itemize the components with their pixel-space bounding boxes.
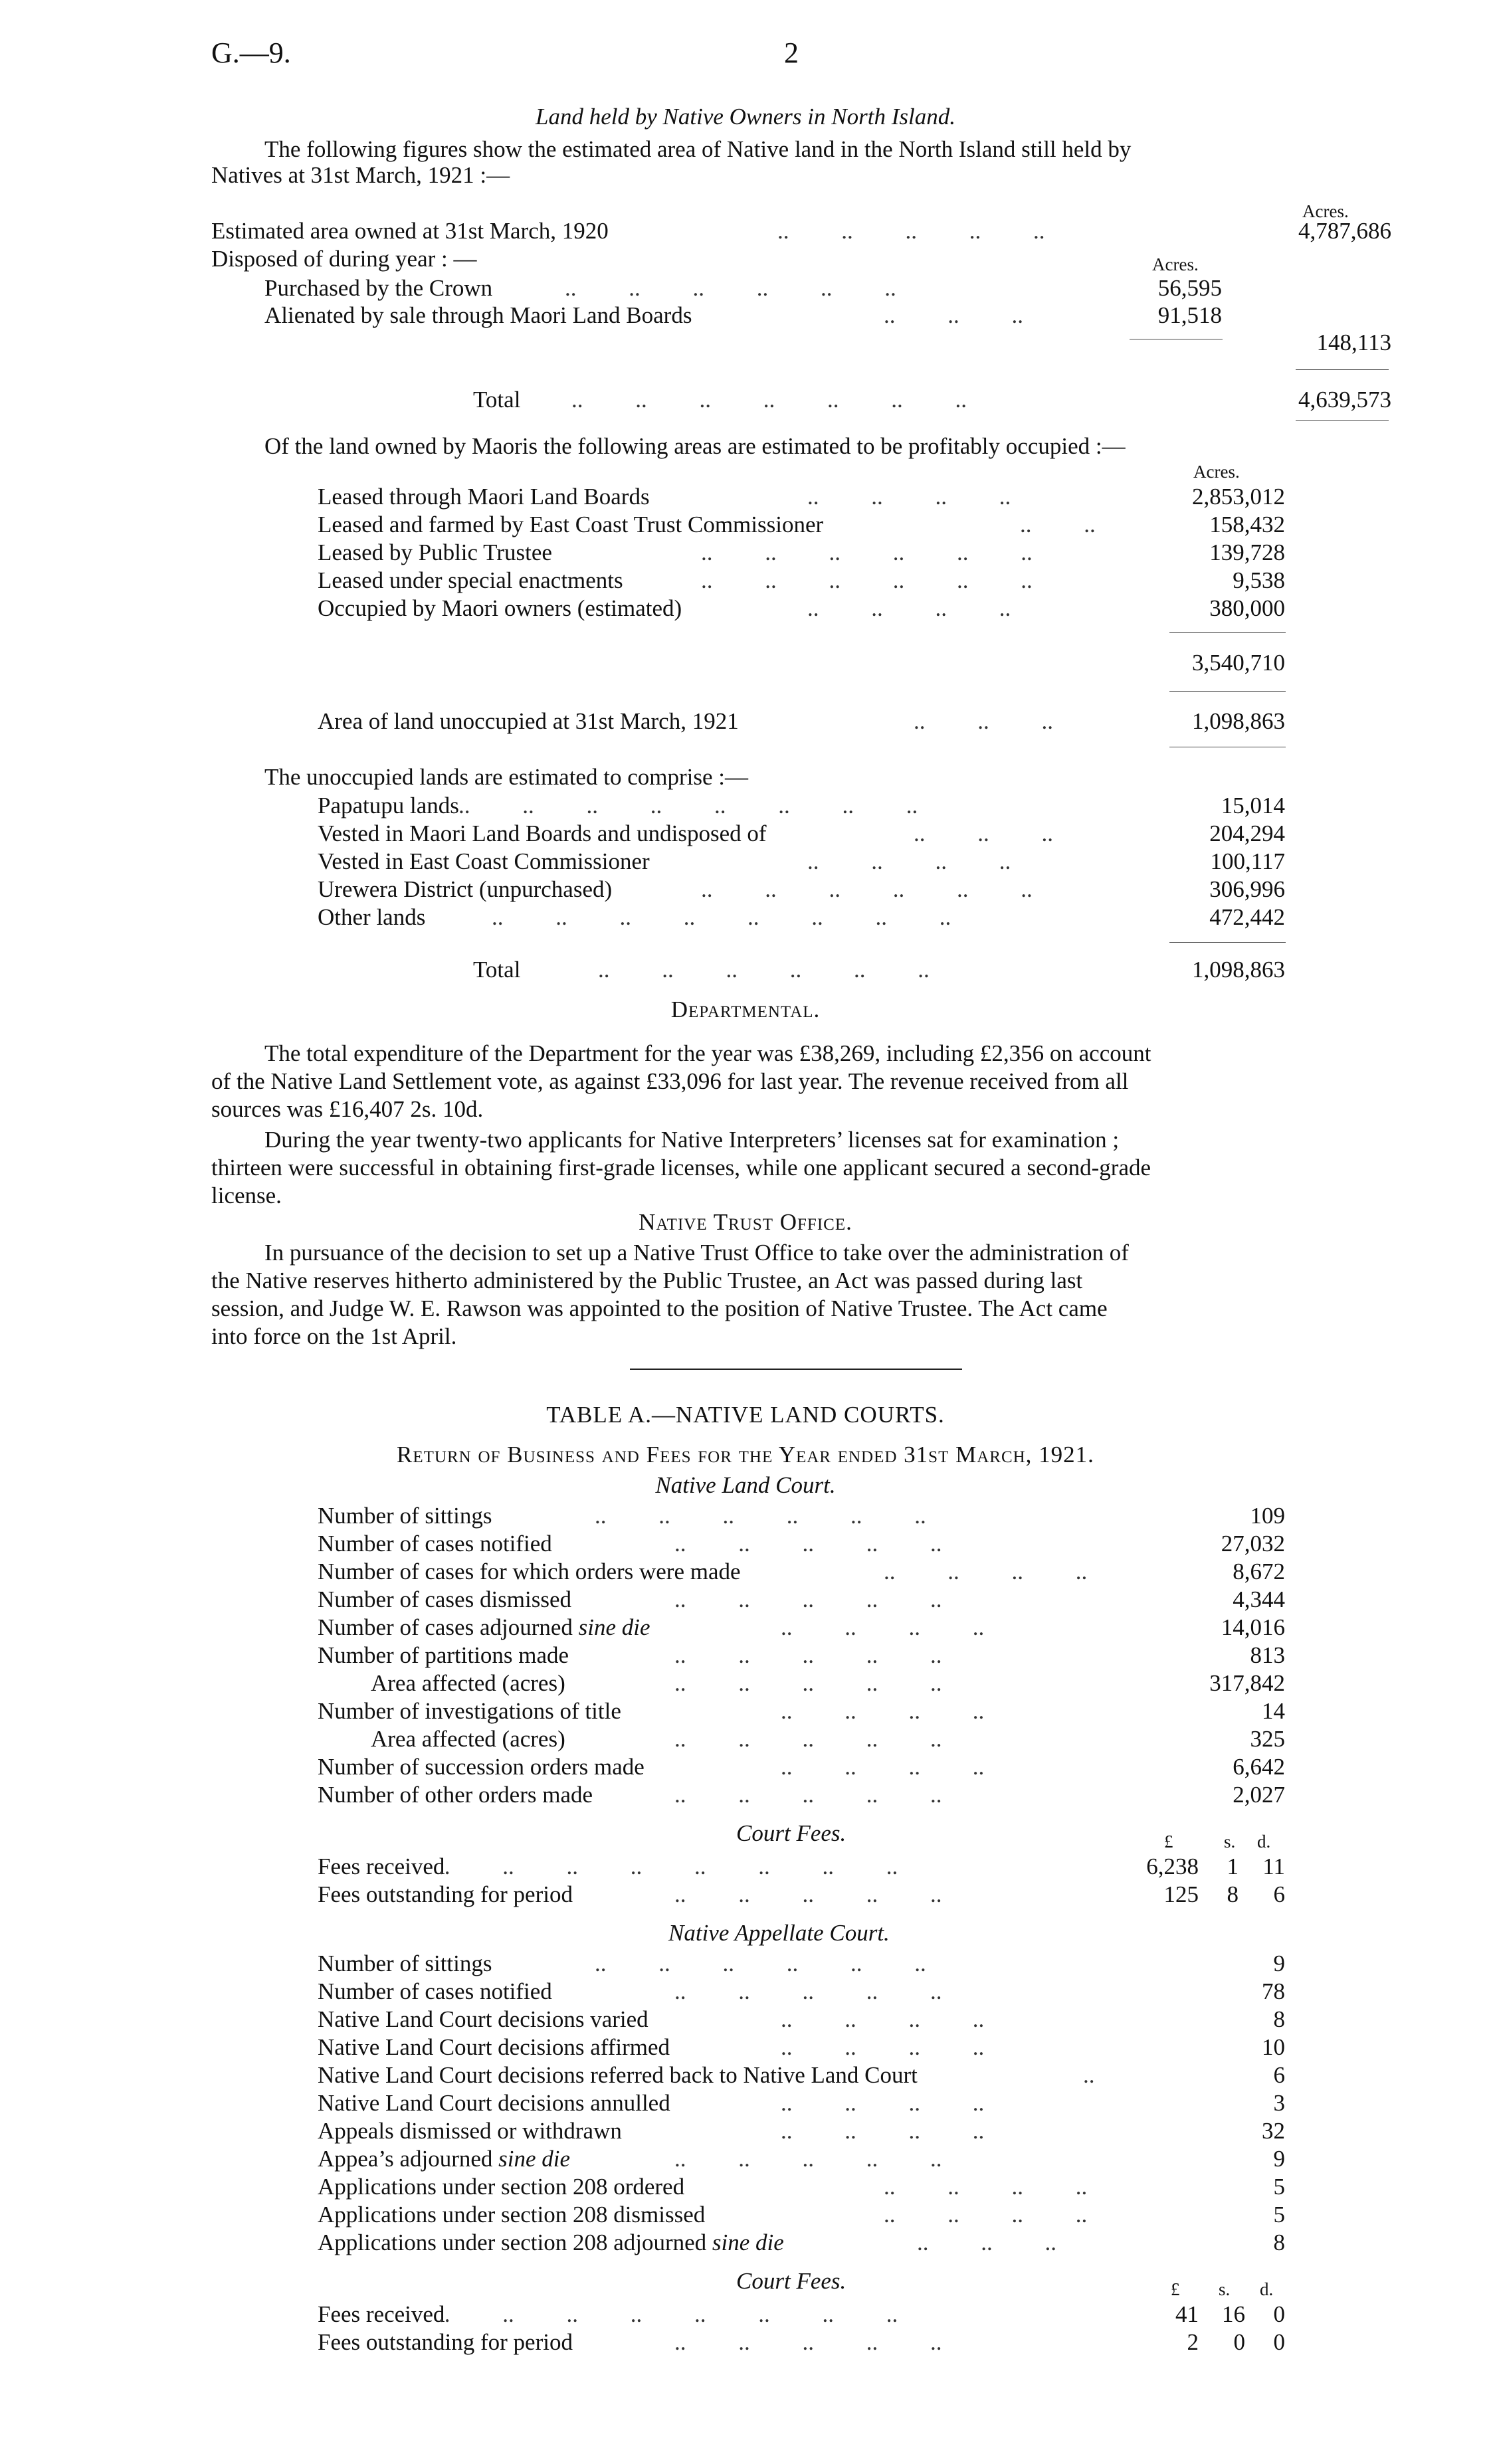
column-head-shillings: s. [1219,2279,1231,2299]
subtotal-value: 3,540,710 [1192,650,1285,676]
column-head-pounds: £ [1164,1832,1173,1851]
paragraph-line: into force on the 1st April. [211,1323,457,1349]
table-row-label: Number of cases notified [318,1978,552,2004]
intro-text: The following figures show the estimated area of Native land in the North Island still held by [264,136,1132,162]
subsection-heading: Court Fees. [736,2268,846,2294]
paragraph-line: The total expenditure of the Department for the year was £38,269, including £2,356 on account [264,1040,1151,1066]
section-intro: Of the land owned by Maoris the following areas are estimated to be profitably occupied :— [264,433,1126,459]
leader-dots: .. .. .. .. .. [674,1642,942,1668]
row-value: 9,538 [1233,567,1285,593]
row-label: Alienated by sale through Maori Land Boards [264,302,692,328]
intro-text: Natives at 31st March, 1921 :— [211,162,510,188]
row-label: Leased under special enactments [318,567,623,593]
row-label: Leased through Maori Land Boards [318,484,650,510]
table-row-value: 27,032 [1221,1531,1285,1557]
leader-dots: .. .. .. .. [781,1698,985,1724]
leader-dots: .. .. .. .. .. .. [701,567,1033,593]
leader-dots: .. .. .. .. [781,2006,985,2032]
leader-dots: .. .. .. [914,708,1053,734]
total-value: 4,639,573 [1298,387,1391,413]
table-title: TABLE A.—NATIVE LAND COURTS. [546,1402,945,1428]
fees-pounds: 41 [1175,2301,1199,2327]
column-head-pounds: £ [1171,2279,1180,2299]
fees-shillings: 1 [1227,1853,1239,1879]
row-value: 306,996 [1209,876,1285,902]
leader-dots: .. .. .. .. [781,1754,985,1780]
row-value: 204,294 [1209,820,1285,846]
leader-dots: .. .. .. .. [884,1559,1088,1584]
leader-dots: .. .. .. .. .. [674,2329,942,2355]
table-row-value: 2,027 [1233,1782,1285,1808]
table-row-value: 10 [1262,2034,1285,2060]
table-row-label: Number of partitions made [318,1642,569,1668]
paragraph-line: of the Native Land Settlement vote, as against £33,096 for last year. The revenue received from all [211,1068,1129,1094]
leader-dots: .. .. .. .. .. [674,1978,942,2004]
fees-pence: 6 [1273,1881,1285,1907]
table-row-value: 6,642 [1233,1754,1285,1780]
section-title-north-island: Land held by Native Owners in North Island. [536,104,955,130]
row-value: 4,787,686 [1298,218,1391,244]
table-row-value: 4,344 [1233,1586,1285,1612]
leader-dots: .. .. .. [917,2229,1056,2255]
fees-label: Fees outstanding for period [318,2329,573,2355]
paragraph-line: session, and Judge W. E. Rawson was appointed to the position of Native Trustee. The Act came [211,1295,1108,1321]
row-value: 472,442 [1209,904,1285,930]
section-heading-trust-office: Native Trust Office. [639,1209,852,1235]
leader-dots: .. .. .. .. [781,2090,985,2116]
table-row-label: Number of sittings [318,1950,492,1976]
fees-shillings: 0 [1233,2329,1245,2355]
fees-shillings: 16 [1222,2301,1245,2327]
subsection-heading: Native Land Court. [655,1472,836,1498]
table-row-label: Number of cases adjourned sine die [318,1614,650,1640]
fees-pence: 0 [1273,2329,1285,2355]
column-head-shillings: s. [1224,1832,1236,1851]
rule [1296,369,1389,370]
column-head-acres: Acres. [1302,201,1349,221]
table-row-label: Native Land Court decisions referred back to Native Land Court [318,2062,918,2088]
table-row-value: 317,842 [1209,1670,1285,1696]
column-head-pence: d. [1257,1832,1271,1851]
row-label: Area of land unoccupied at 31st March, 1921 [318,708,739,734]
table-row-label: Applications under section 208 ordered [318,2174,685,2200]
table-subtitle: Return of Business and Fees for the Year ended 31st March, 1921. [397,1442,1094,1468]
table-row-value: 78 [1262,1978,1285,2004]
leader-dots: .. .. .. .. .. .. [565,275,896,301]
row-value: 100,117 [1210,848,1285,874]
total-value: 1,098,863 [1192,957,1285,983]
leader-dots: .. .. .. .. .. .. .. [571,387,967,413]
row-label: Vested in East Coast Commissioner [318,848,650,874]
leader-dots: .. .. .. .. [807,595,1011,621]
table-row-label: Applications under section 208 dismissed [318,2202,706,2227]
paragraph-line: During the year twenty-two applicants for Native Interpreters’ licenses sat for examination ; [264,1127,1120,1153]
table-row-value: 32 [1262,2118,1285,2144]
column-head-acres: Acres. [1193,462,1240,482]
fees-label: Fees received [318,1853,445,1879]
fees-pence: 0 [1273,2301,1285,2327]
row-value: 139,728 [1209,539,1285,565]
row-label: Disposed of during year : — [211,246,477,272]
leader-dots: .. .. .. .. .. .. [595,1950,926,1976]
table-row-label: Number of cases notified [318,1531,552,1557]
table-row-value: 9 [1273,1950,1285,1976]
leader-dots: .. .. .. .. .. [674,1881,942,1907]
table-row-label: Appeals dismissed or withdrawn [318,2118,622,2144]
total-label: Total [473,387,521,413]
total-label: Total [473,957,521,983]
leader-dots: .. .. .. .. [781,1614,985,1640]
row-label: Papatupu lands [318,793,459,818]
row-value: 148,113 [1316,330,1391,355]
subsection-heading: Native Appellate Court. [668,1920,890,1946]
fees-pounds: 2 [1187,2329,1199,2355]
table-row-label: Native Land Court decisions varied [318,2006,648,2032]
row-value: 56,595 [1157,275,1222,301]
table-row-label: Area affected (acres) [371,1670,565,1696]
leader-dots: .. .. .. .. [807,484,1011,510]
table-row-label: Number of cases for which orders were made [318,1559,741,1584]
table-row-value: 109 [1250,1503,1285,1529]
table-row-label: Number of investigations of title [318,1698,621,1724]
row-label: Occupied by Maori owners (estimated) [318,595,682,621]
table-row-label: Native Land Court decisions affirmed [318,2034,670,2060]
leader-dots: .. .. .. [914,820,1053,846]
row-label: Urewera District (unpurchased) [318,876,613,902]
leader-dots: .. .. .. .. .. [674,2146,942,2172]
row-value: 91,518 [1157,302,1222,328]
rule [1296,420,1389,421]
table-row-value: 8,672 [1233,1559,1285,1584]
table-row-label: Applications under section 208 adjourned sine die [318,2229,784,2255]
table-row-value: 14 [1262,1698,1285,1724]
paragraph-line: sources was £16,407 2s. 10d. [211,1096,484,1122]
table-row-value: 813 [1250,1642,1285,1668]
table-row-label: Number of sittings [318,1503,492,1529]
row-value: 158,432 [1209,512,1285,537]
rule [1169,942,1286,943]
table-row-value: 6 [1273,2062,1285,2088]
report-reference: G.—9. [211,37,291,69]
leader-dots: .. .. .. .. .. .. [701,539,1033,565]
leader-dots: .. .. .. .. [781,2118,985,2144]
leader-dots: .. .. .. .. [884,2174,1088,2200]
column-head-pence: d. [1260,2279,1274,2299]
row-value: 380,000 [1209,595,1285,621]
row-label: Leased and farmed by East Coast Trust Commissioner [318,512,824,537]
row-value: 15,014 [1221,793,1285,818]
row-label: Vested in Maori Land Boards and undisposed of [318,820,767,846]
paragraph-line: In pursuance of the decision to set up a Native Trust Office to take over the administration of [264,1240,1129,1266]
leader-dots: .. .. .. .. .. .. [701,876,1033,902]
fees-label: Fees outstanding for period [318,1881,573,1907]
table-row-label: Number of succession orders made [318,1754,645,1780]
column-head-acres: Acres. [1152,254,1199,274]
fees-label: Fees received [318,2301,445,2327]
leader-dots: .. .. .. .. .. .. [595,1503,926,1529]
row-label: Purchased by the Crown [264,275,493,301]
paragraph-line: license. [211,1183,282,1208]
section-divider [630,1369,962,1370]
leader-dots: .. .. .. .. .. [674,1782,942,1808]
leader-dots: .. .. .. .. .. [777,218,1045,244]
row-value: 2,853,012 [1192,484,1285,510]
row-value: 1,098,863 [1192,708,1285,734]
table-row-value: 5 [1273,2202,1285,2227]
leader-dots: .. .. .. .. .. [674,1531,942,1557]
leader-dots: .. .. .. .. [884,2202,1088,2227]
table-row-value: 8 [1273,2006,1285,2032]
fees-pence: 11 [1262,1853,1285,1879]
section-heading-departmental: Departmental. [670,996,821,1022]
table-row-label: Number of cases dismissed [318,1586,572,1612]
leader-dots: .. [1083,2062,1095,2088]
row-label: Estimated area owned at 31st March, 1920 [211,218,609,244]
page-number: 2 [784,37,799,69]
leader-dots: .. .. .. .. .. .. [598,957,930,983]
leader-dots: .. .. .. .. .. .. .. .. [439,1853,898,1879]
leader-dots: .. .. .. .. [807,848,1011,874]
paragraph-line: the Native reserves hitherto administered by the Public Trustee, an Act was passed during last [211,1268,1083,1293]
table-row-label: Area affected (acres) [371,1726,565,1752]
table-row-value: 9 [1273,2146,1285,2172]
fees-pounds: 6,238 [1146,1853,1199,1879]
leader-dots: .. .. .. .. .. .. .. .. [439,2301,898,2327]
rule [1169,632,1286,633]
table-row-value: 14,016 [1221,1614,1285,1640]
leader-dots: .. .. .. .. .. .. .. .. [458,793,918,818]
fees-shillings: 8 [1227,1881,1239,1907]
paragraph-line: thirteen were successful in obtaining first-grade licenses, while one applicant secured a second-grade [211,1155,1151,1181]
table-row-label: Native Land Court decisions annulled [318,2090,670,2116]
table-row-label: Appea’s adjourned sine die [318,2146,571,2172]
table-row-label: Number of other orders made [318,1782,593,1808]
table-row-value: 325 [1250,1726,1285,1752]
leader-dots: .. .. .. .. .. [674,1726,942,1752]
table-row-value: 5 [1273,2174,1285,2200]
leader-dots: .. .. .. .. .. .. .. .. [492,904,951,930]
leader-dots: .. .. .. [884,302,1023,328]
leader-dots: .. .. .. .. .. [674,1586,942,1612]
fees-pounds: 125 [1163,1881,1199,1907]
subsection-heading: Court Fees. [736,1820,846,1846]
leader-dots: .. .. .. .. [781,2034,985,2060]
leader-dots: .. .. .. .. .. [674,1670,942,1696]
row-label: Leased by Public Trustee [318,539,552,565]
rule [1169,691,1286,692]
table-row-value: 3 [1273,2090,1285,2116]
leader-dots: .. .. [1020,512,1096,537]
table-row-value: 8 [1273,2229,1285,2255]
row-label: Other lands [318,904,426,930]
section-intro: The unoccupied lands are estimated to comprise :— [264,764,748,790]
